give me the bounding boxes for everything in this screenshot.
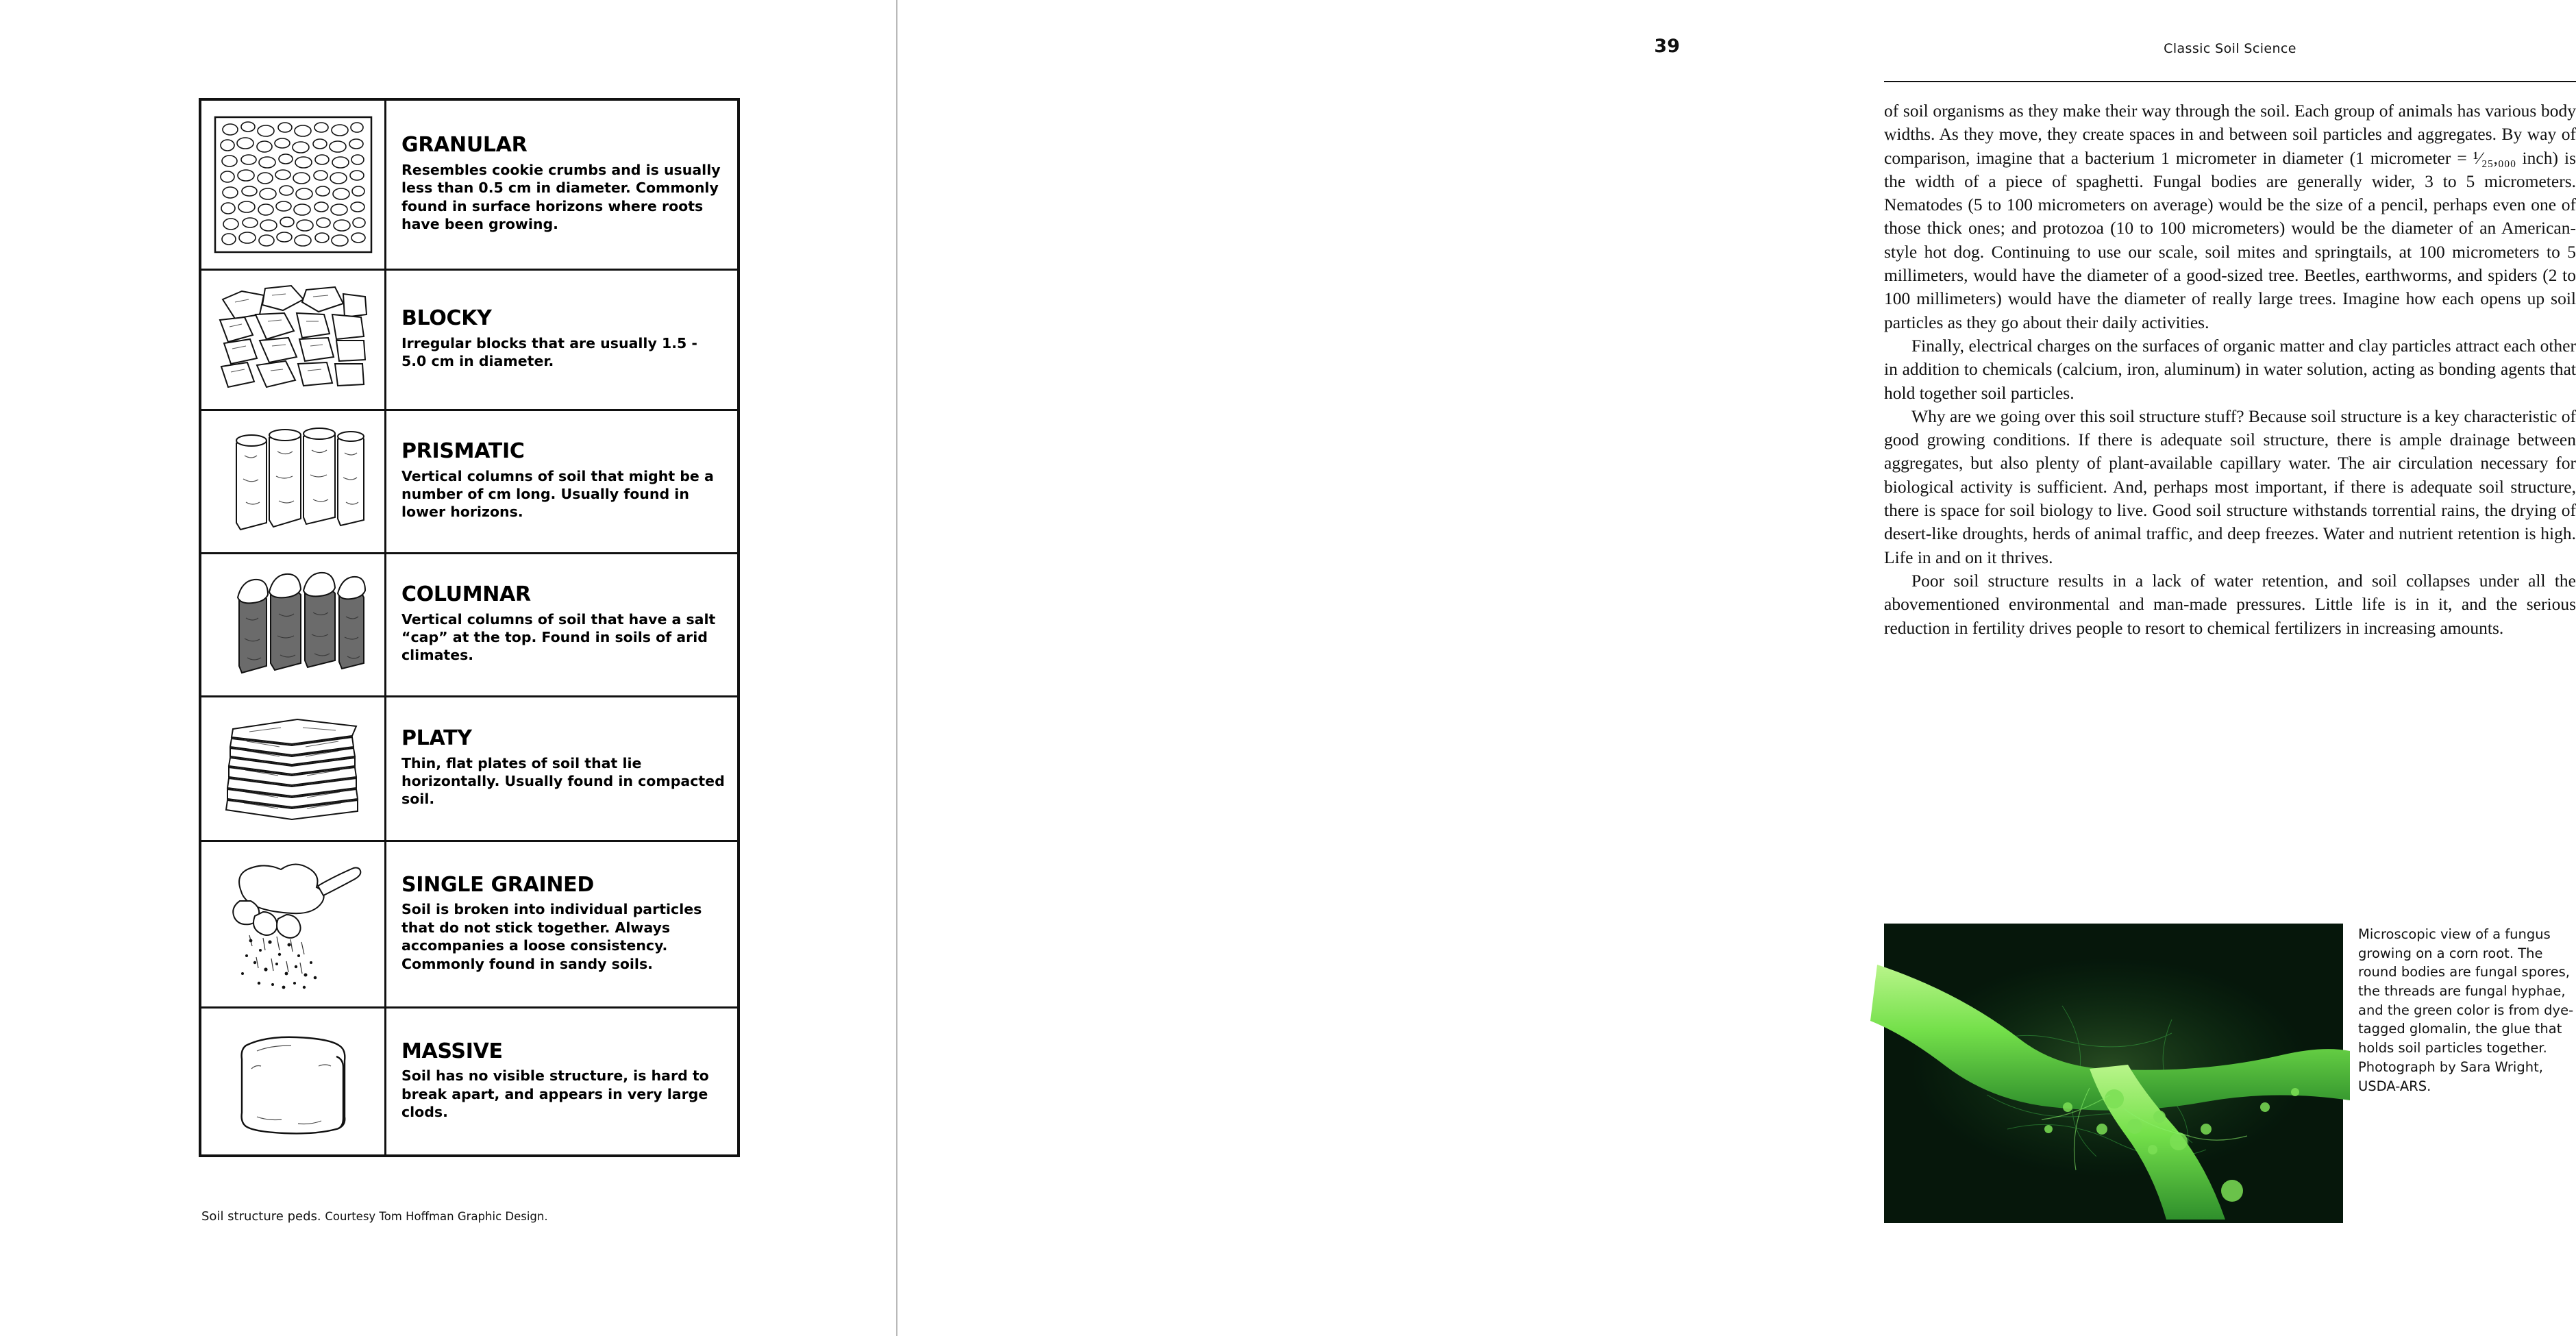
- ped-text-cell: [386, 842, 737, 1006]
- table-row: [201, 554, 737, 697]
- ped-text-cell: [386, 411, 737, 552]
- ped-title: COLUMNAR: [401, 582, 531, 607]
- ped-title: MASSIVE: [401, 1039, 503, 1063]
- header-rule: [1884, 81, 2576, 82]
- ped-text-cell: [386, 697, 737, 840]
- figure-caption: [201, 1209, 750, 1224]
- granular-peds-illustration: [201, 101, 386, 269]
- ped-title: BLOCKY: [401, 306, 492, 331]
- table-row: [201, 697, 737, 842]
- ped-text-cell: [386, 271, 737, 409]
- ped-title: SINGLE GRAINED: [401, 872, 594, 897]
- ped-title: PRISMATIC: [401, 439, 525, 464]
- figure-caption-credit: Courtesy Tom Hoffman Graphic Design.: [325, 1210, 548, 1223]
- massive-ped-illustration: [201, 1009, 386, 1154]
- paragraph: Poor soil structure results in a lack of water retention, and soil collapses under all the abovementioned environmental and man-made pressures. Little life is in it, and the serious reduction in fertility drives people to resort to chemical fertilizers in increasing amounts.: [1884, 570, 2576, 638]
- ped-description: Vertical columns of soil that have a salt “cap” at the top. Found in soils of arid climates.: [401, 610, 716, 664]
- platy-peds-illustration: [201, 697, 386, 840]
- ped-text-cell: [386, 554, 737, 695]
- running-head: Classic Soil Science: [2164, 41, 2296, 56]
- table-row: [201, 411, 737, 554]
- ped-title: PLATY: [401, 726, 472, 751]
- right-page: [897, 0, 2576, 1336]
- columnar-peds-illustration: [201, 554, 386, 695]
- figure-caption-lead: Soil structure peds.: [201, 1209, 321, 1224]
- ped-description: Irregular blocks that are usually 1.5 - 5.0 cm in diameter.: [401, 334, 697, 370]
- paragraph: Why are we going over this soil structure stuff? Because soil structure is a key characteristic of good growing conditions. If there is adequate soil structure, there is ample drainage between aggregates, but also plenty of plant-available capillary water. The air circulation necessary for biological activity is sufficient. And, perhaps most important, if there is adequate soil structure, there is space for soil biology to live. Good soil structure withstands torrential rains, the drying of desert-like droughts, herds of animal traffic, and deep freezes. Water and nutrient retention is high. Life in and on it thrives.: [1884, 406, 2576, 567]
- ped-description: Vertical columns of soil that might be a number of cm long. Usually found in lower horizons.: [401, 467, 714, 521]
- blocky-peds-illustration: [201, 271, 386, 409]
- table-row: [201, 842, 737, 1009]
- left-page: [0, 0, 897, 1336]
- soil-structure-peds-figure: [199, 98, 740, 1157]
- fungus-on-corn-root-micrograph: [1884, 924, 2343, 1223]
- table-row: [201, 101, 737, 271]
- page-number: 39: [1654, 36, 1680, 57]
- ped-description: Resembles cookie crumbs and is usually less than 0.5 cm in diameter. Commonly found in surface horizons where roots have been growing.: [401, 161, 721, 233]
- paragraph: of soil organisms as they make their way through the soil. Each group of animals has various body widths. As they move, they create spaces in and between soil particles and aggregates. By way of comparison, imagine that a bacterium 1 micrometer in diameter (1 micrometer = ¹⁄₂₅,₀₀₀ inch) is the width of a piece of spaghetti. Fungal bodies are generally wider, 3 to 5 micrometers. Nematodes (5 to 100 micrometers on average) would be the size of a pencil, perhaps even one of those thick ones; and protozoa (10 to 100 micrometers) would be the diameter of an American-style hot dog. Continuing to use our scale, soil mites and springtails, at 100 micrometers to 5 millimeters, would have the diameter of a good-sized tree. Beetles, earthworms, and spiders (2 to 100 millimeters) would have the diameter of really large trees. Imagine how each opens up soil particles as they go about their daily activities.: [1884, 101, 2576, 332]
- ped-description: Thin, flat plates of soil that lie horizontally. Usually found in compacted soil.: [401, 754, 725, 808]
- prismatic-peds-illustration: [201, 411, 386, 552]
- photo-caption: Microscopic view of a fungus growing on a corn root. The round bodies are fungal spores, the threads are fungal hyphae, and the green color is from dye-tagged glomalin, the glue that holds soil particles together. Photograph by Sara Wright, USDA-ARS.: [2358, 926, 2574, 1094]
- paragraph: Finally, electrical charges on the surfaces of organic matter and clay particles attract each other in addition to chemicals (calcium, iron, aluminum) in water solution, acting as bonding agents that hold together soil particles.: [1884, 335, 2576, 403]
- table-row: [201, 1009, 737, 1154]
- ped-text-cell: [386, 1009, 737, 1154]
- ped-description: Soil has no visible structure, is hard to break apart, and appears in very large clods.: [401, 1067, 709, 1120]
- ped-title: GRANULAR: [401, 133, 528, 158]
- body-text-column: [1884, 99, 2576, 640]
- table-row: [201, 271, 737, 411]
- ped-text-cell: [386, 101, 737, 269]
- ped-description: Soil is broken into individual particles that do not stick together. Always accompanies a loose consistency. Commonly found in sandy soils.: [401, 901, 702, 972]
- single-grained-peds-illustration: [201, 842, 386, 1006]
- photo-block: [1884, 924, 2576, 1223]
